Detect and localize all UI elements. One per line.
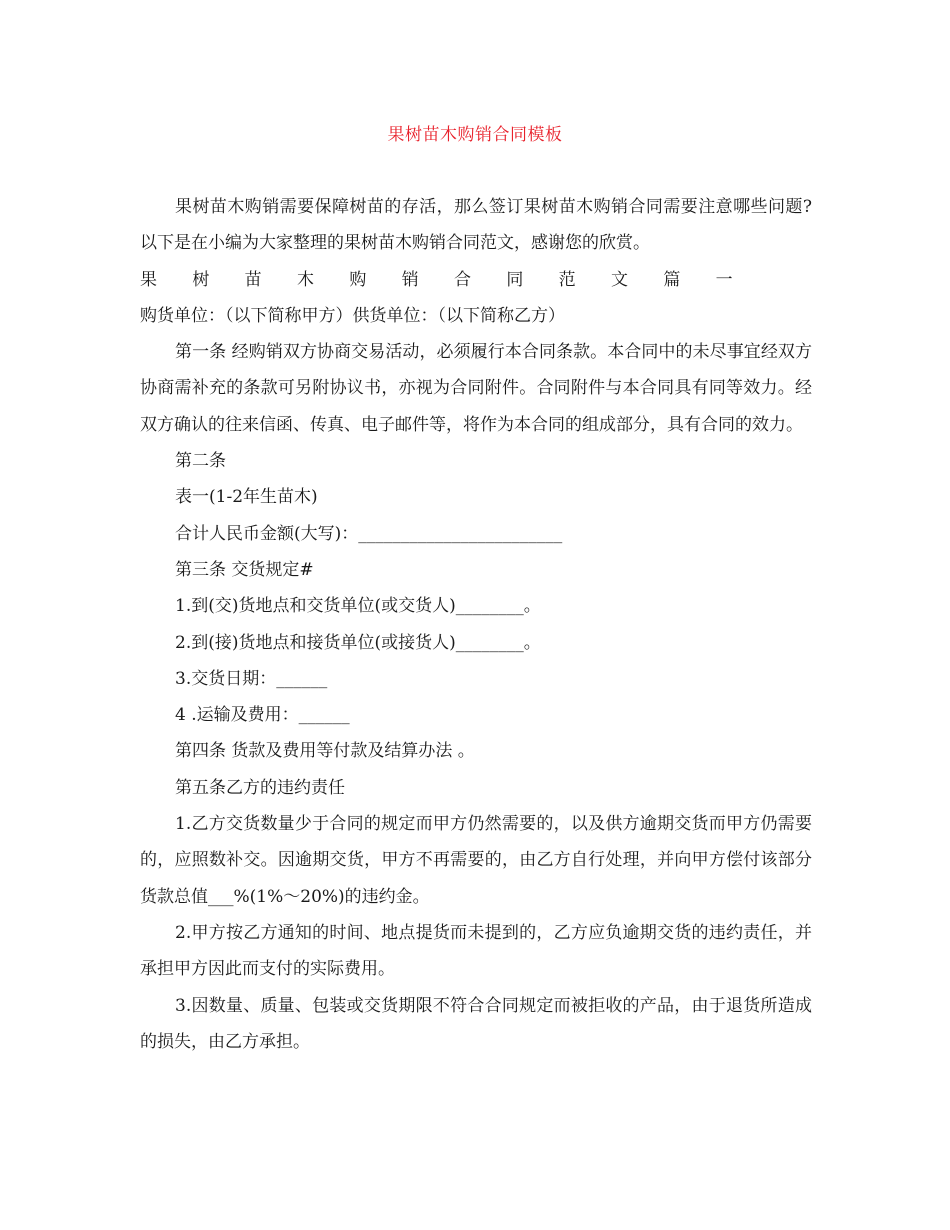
article-3-item-1: 1.到(交)货地点和交货单位(或交货人)________。 (175, 596, 541, 617)
document-title: 果树苗木购销合同模板 (387, 125, 563, 145)
article-5-item-3: 3.因数量、质量、包装或交货期限不符合合同规定而被拒收的产品，由于退货所造成的损失，由乙方承担。 (140, 995, 812, 1052)
article-5-item-1: 1.乙方交货数量少于合同的规定而甲方仍然需要的，以及供方逾期交货而甲方仍需要的，应照数补交。因逾期交货，甲方不再需要的，由乙方自行处理，并向甲方偿付该部分货款总值___%(1%～20%)的违约金。 (140, 814, 812, 907)
table-caption: 表一(1-2年生苗木) (175, 487, 318, 508)
article-4: 第四条 货款及费用等付款及结算办法 。 (175, 741, 475, 762)
sample-heading-line (140, 262, 812, 335)
article-3-item-2: 2.到(接)货地点和接货单位(或接货人)________。 (175, 632, 541, 653)
article-3-item-3: 3.交货日期：______ (175, 668, 328, 689)
article-1: 第一条 经购销双方协商交易活动，必须履行本合同条款。本合同中的未尽事宜经双方协商需补充的条款可另附协议书，亦视为合同附件。合同附件与本合同具有同等效力。经双方确认的往来信函、传真、电子邮件等，将作为本合同的组成部分，具有合同的效力。 (140, 342, 812, 435)
article-3: 第三条 交货规定# (175, 559, 314, 580)
sample-heading: 果树苗木购销合同范文篇一 (140, 269, 768, 290)
parties-text: 购货单位：（以下简称甲方）供货单位：（以下简称乙方） (140, 305, 565, 326)
article-2: 第二条 (175, 451, 226, 472)
document-body (140, 189, 812, 1060)
article-5-item-2: 2.甲方按乙方通知的时间、地点提货而未提到的，乙方应负逾期交货的违约责任，并承担甲方因此而支付的实际费用。 (140, 922, 812, 980)
intro-paragraph: 果树苗木购销需要保障树苗的存活，那么签订果树苗木购销合同需要注意哪些问题?以下是在小编为大家整理的果树苗木购销合同范文，感谢您的欣赏。 (140, 197, 812, 254)
total-amount-line: 合计人民币金额(大写)：________________________ (175, 523, 563, 544)
article-3-item-4: 4 .运输及费用：______ (175, 705, 350, 726)
article-5: 第五条乙方的违约责任 (175, 777, 345, 798)
